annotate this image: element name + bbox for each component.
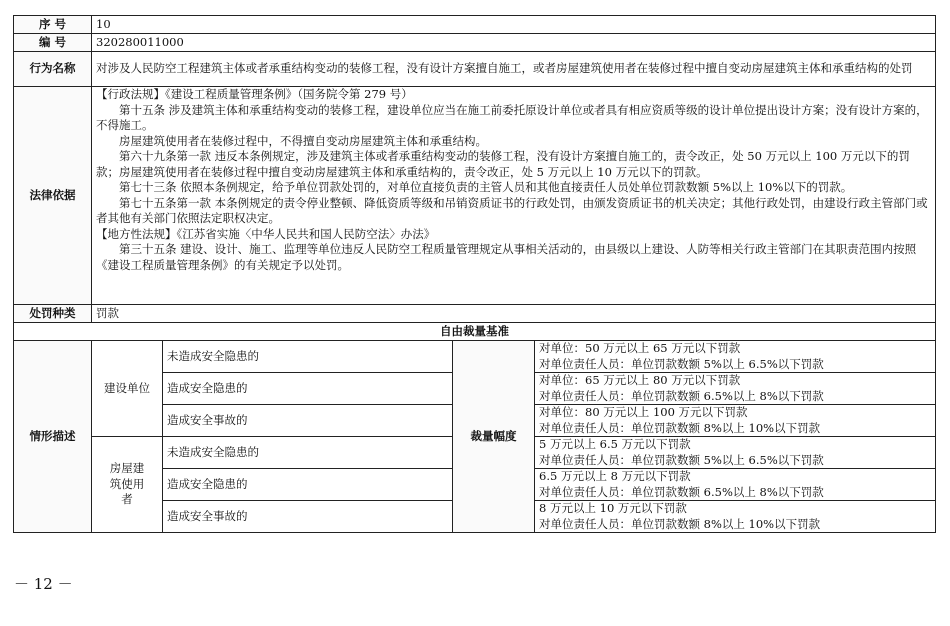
range-line: 对单位责任人员：单位罚款数额 6.5%以上 8%以下罚款 bbox=[539, 484, 824, 499]
range-cell bbox=[535, 341, 936, 373]
range-line: 5 万元以上 6.5 万元以下罚款 bbox=[539, 437, 691, 451]
range-cell bbox=[535, 501, 936, 533]
range-cell bbox=[535, 469, 936, 501]
condition-cell: 造成安全隐患的 bbox=[163, 373, 453, 405]
range-line: 对单位责任人员：单位罚款数额 5%以上 6.5%以下罚款 bbox=[539, 356, 824, 371]
range-cell bbox=[535, 373, 936, 405]
range-line: 对单位责任人员：单位罚款数额 8%以上 10%以下罚款 bbox=[539, 420, 821, 435]
range-line: 对单位责任人员：单位罚款数额 6.5%以上 8%以下罚款 bbox=[539, 388, 824, 403]
range-label: 裁量幅度 bbox=[453, 341, 535, 533]
seq-label: 序 号 bbox=[14, 16, 92, 34]
type-value: 罚款 bbox=[92, 305, 936, 323]
range-line: 对单位责任人员：单位罚款数额 8%以上 10%以下罚款 bbox=[539, 516, 821, 531]
range-line: 对单位：50 万元以上 65 万元以下罚款 bbox=[539, 341, 741, 355]
law-article: 房屋建筑使用者在装修过程中，不得擅自变动房屋建筑主体和承重结构。 bbox=[119, 133, 487, 148]
law-article: 第十五条 涉及建筑主体和承重结构变动的装修工程，建设单位应当在施工前委托原设计单位或者具有相应资质等级的设计单位提出设计方案；没有设计方案的，不得施工。 bbox=[96, 102, 928, 132]
range-line: 对单位：80 万元以上 100 万元以下罚款 bbox=[539, 405, 748, 419]
law-article: 第三十五条 建设、设计、施工、监理等单位违反人民防空工程质量管理规定从事相关活动的，由县级以上建设、人防等相关行政主管部门在其职责范围内按照《建设工程质量管理条例》的有关规定予以处罚。 bbox=[96, 242, 917, 272]
discretion-title: 自由裁量基准 bbox=[14, 323, 936, 341]
law-heading: 【地方性法规】《江苏省实施〈中华人民共和国人民防空法〉办法》 bbox=[96, 226, 436, 241]
condition-cell: 未造成安全隐患的 bbox=[163, 341, 453, 373]
page-number: － 12 － bbox=[14, 575, 73, 593]
condition-cell: 造成安全事故的 bbox=[163, 405, 453, 437]
law-article: 第七十三条 依照本条例规定，给予单位罚款处罚的，对单位直接负责的主管人员和其他直接责任人员处单位罚款数额 5%以上 10%以下的罚款。 bbox=[119, 180, 853, 194]
act-label: 行为名称 bbox=[14, 52, 92, 87]
range-line: 对单位责任人员：单位罚款数额 5%以上 6.5%以下罚款 bbox=[539, 452, 824, 467]
penalty-table bbox=[13, 15, 936, 533]
condition-cell: 造成安全隐患的 bbox=[163, 469, 453, 501]
law-article: 第六十九条第一款 违反本条例规定，涉及建筑主体或者承重结构变动的装修工程，没有设计方案擅自施工的，责令改正，处 50 万元以上 100 万元以下的罚款；房屋建筑使用者在装修过程中擅自变动房屋建筑主体和承重结构的，责令改正，处 5 万元以上 10 万元以下的罚款。 bbox=[96, 149, 910, 179]
seq-value: 10 bbox=[92, 16, 936, 34]
situation-label: 情形描述 bbox=[14, 341, 92, 533]
condition-cell: 造成安全事故的 bbox=[163, 501, 453, 533]
range-cell bbox=[535, 437, 936, 469]
law-heading: 【行政法规】《建设工程质量管理条例》（国务院令第 279 号） bbox=[96, 87, 413, 101]
group-name: 房屋建筑使用者 bbox=[92, 437, 163, 533]
range-line: 6.5 万元以上 8 万元以下罚款 bbox=[539, 469, 691, 483]
law-basis bbox=[92, 87, 936, 305]
law-article: 第七十五条第一款 本条例规定的责令停业整顿、降低资质等级和吊销资质证书的行政处罚，由颁发资质证书的机关决定；其他行政处罚，由建设行政主管部门或者其他有关部门依照法定职权决定。 bbox=[96, 195, 928, 225]
code-label: 编 号 bbox=[14, 34, 92, 52]
code-value: 320280011000 bbox=[92, 34, 936, 52]
law-label: 法律依据 bbox=[14, 87, 92, 305]
act-value: 对涉及人民防空工程建筑主体或者承重结构变动的装修工程，没有设计方案擅自施工，或者房屋建筑使用者在装修过程中擅自变动房屋建筑主体和承重结构的处罚 bbox=[92, 52, 936, 87]
range-line: 对单位：65 万元以上 80 万元以下罚款 bbox=[539, 373, 741, 387]
condition-cell: 未造成安全隐患的 bbox=[163, 437, 453, 469]
type-label: 处罚种类 bbox=[14, 305, 92, 323]
group-name: 建设单位 bbox=[92, 341, 163, 437]
range-line: 8 万元以上 10 万元以下罚款 bbox=[539, 501, 687, 515]
range-cell bbox=[535, 405, 936, 437]
